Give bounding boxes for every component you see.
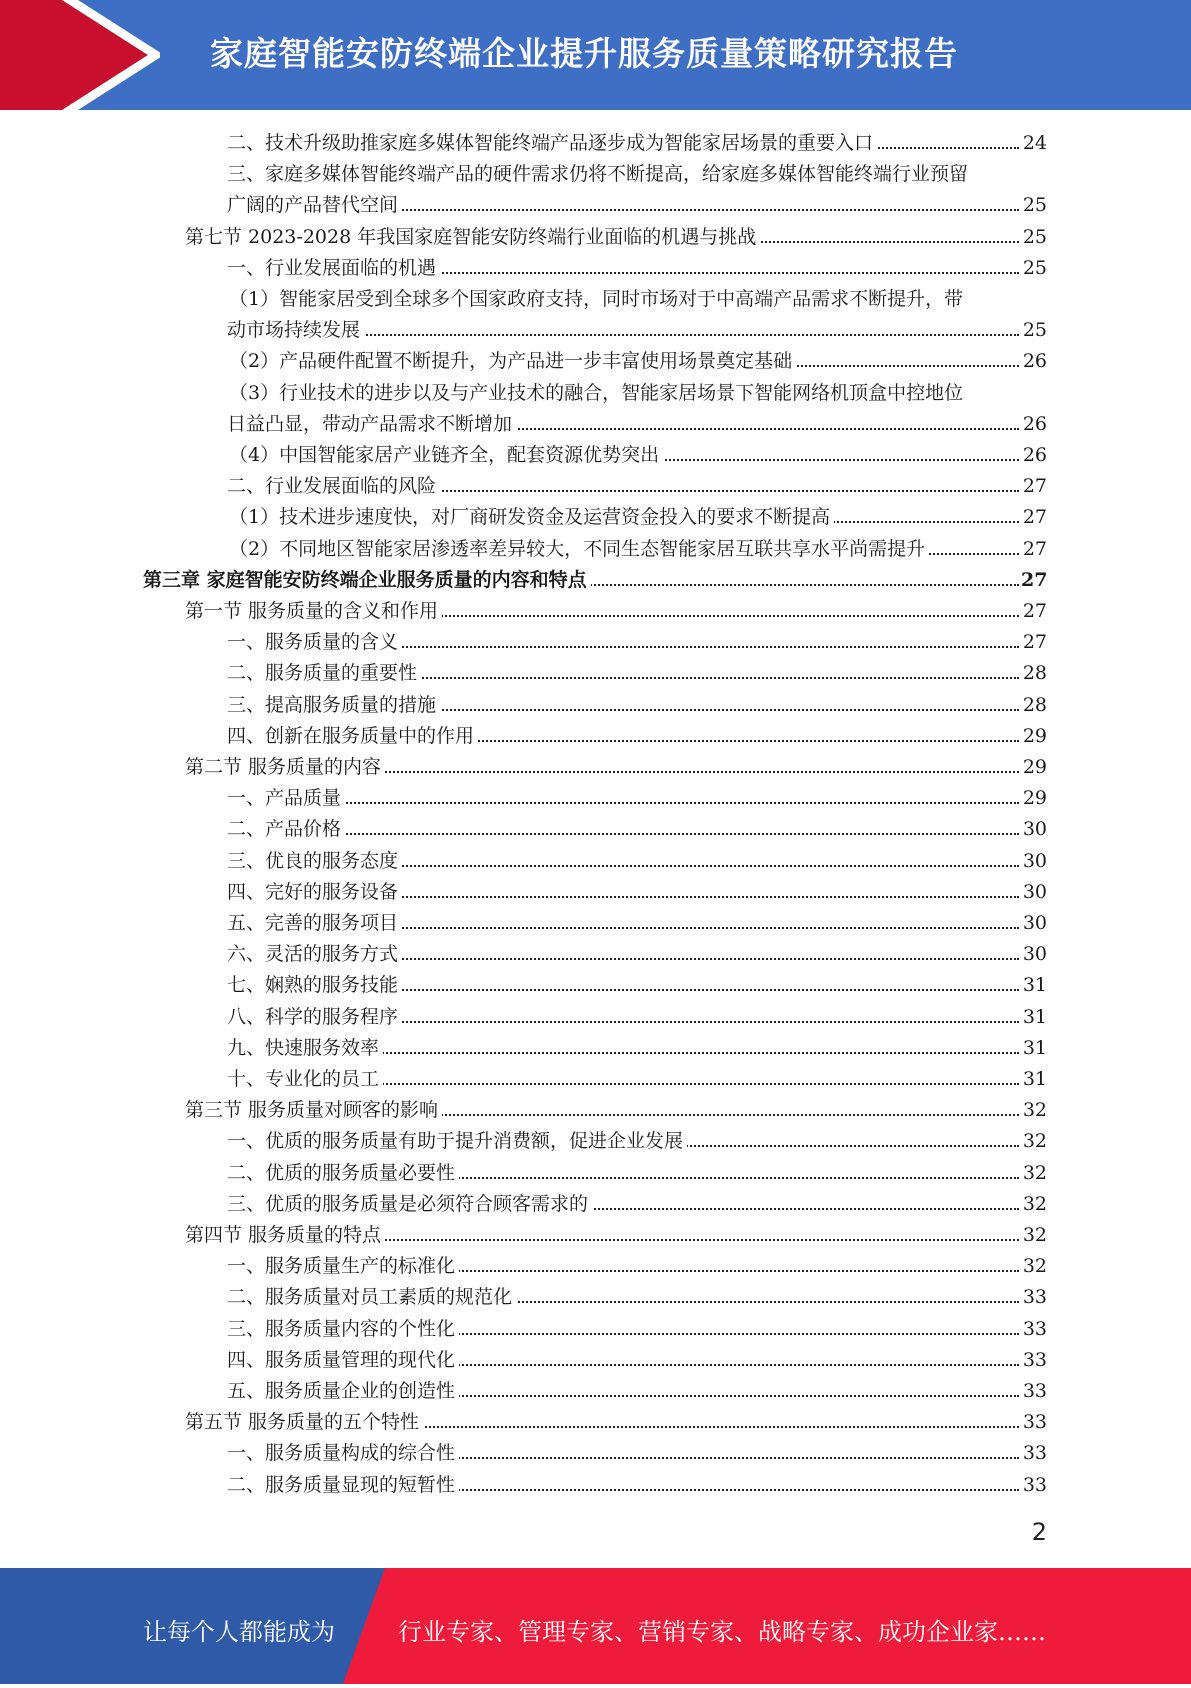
toc-entry-page: 32 bbox=[1021, 1158, 1047, 1189]
toc-entry-title: 第五节 服务质量的五个特性 bbox=[185, 1407, 423, 1438]
toc-entry[interactable] bbox=[229, 502, 1047, 533]
toc-entry-title: 一、服务质量的含义 bbox=[227, 627, 402, 658]
toc-entry-page: 25 bbox=[1021, 253, 1047, 284]
toc-entry-title: 一、行业发展面临的机遇 bbox=[227, 253, 440, 284]
toc-entry-page: 27 bbox=[1021, 534, 1047, 565]
toc-entry-title: 二、技术升级助推家庭多媒体智能终端产品逐步成为智能家居场景的重要入口 bbox=[227, 128, 877, 159]
toc-entry-page: 32 bbox=[1021, 1189, 1047, 1220]
toc-entry-title: 二、产品价格 bbox=[227, 814, 345, 845]
toc-entry-page: 25 bbox=[1021, 315, 1047, 346]
toc-entry[interactable] bbox=[227, 190, 1047, 221]
toc-entry[interactable] bbox=[227, 1345, 1047, 1376]
toc-entry-title: 第三章 家庭智能安防终端企业服务质量的内容和特点 bbox=[143, 565, 591, 596]
toc-entry-title: （3）行业技术的进步以及与产业技术的融合，智能家居场景下智能网络机顶盒中控地位 bbox=[229, 378, 967, 409]
toc-entry-title: 四、完好的服务设备 bbox=[227, 877, 402, 908]
toc-entry-title: 四、创新在服务质量中的作用 bbox=[227, 721, 478, 752]
toc-entry-page: 31 bbox=[1021, 1064, 1047, 1095]
toc-entry-page: 33 bbox=[1021, 1314, 1047, 1345]
toc-entry[interactable] bbox=[227, 253, 1047, 284]
toc-entry[interactable] bbox=[227, 1064, 1047, 1095]
toc-entry-title: 第七节 2023-2028 年我国家庭智能安防终端行业面临的机遇与挑战 bbox=[185, 222, 760, 253]
toc-entry-page: 30 bbox=[1021, 846, 1047, 877]
toc-entry-title: 三、优质的服务质量是必须符合顾客需求的 bbox=[227, 1189, 592, 1220]
toc-entry-page: 29 bbox=[1021, 752, 1047, 783]
page-header bbox=[0, 0, 1191, 110]
toc-entry-title: （1）技术进步速度快，对厂商研发资金及运营资金投入的要求不断提高 bbox=[229, 502, 834, 533]
toc-entry[interactable] bbox=[227, 1314, 1047, 1345]
toc-entry[interactable] bbox=[185, 1095, 1047, 1126]
toc-entry-page: 33 bbox=[1021, 1282, 1047, 1313]
toc-entry-title: 一、服务质量构成的综合性 bbox=[227, 1438, 459, 1469]
toc-entry-page: 30 bbox=[1021, 877, 1047, 908]
toc-entry-page: 32 bbox=[1021, 1095, 1047, 1126]
toc-entry[interactable] bbox=[227, 908, 1047, 939]
toc-entry-title: 三、提高服务质量的措施 bbox=[227, 690, 440, 721]
toc-entry[interactable] bbox=[227, 814, 1047, 845]
toc-entry[interactable] bbox=[227, 471, 1047, 502]
toc-entry[interactable] bbox=[185, 1220, 1047, 1251]
toc-entry[interactable] bbox=[185, 752, 1047, 783]
toc-entry[interactable] bbox=[227, 877, 1047, 908]
toc-entry[interactable] bbox=[143, 565, 1047, 596]
page-number: 2 bbox=[1031, 1518, 1047, 1546]
toc-entry[interactable] bbox=[227, 1438, 1047, 1469]
toc-entry-page: 30 bbox=[1021, 814, 1047, 845]
toc-entry[interactable] bbox=[227, 627, 1047, 658]
toc-entry[interactable] bbox=[227, 1002, 1047, 1033]
header-arrow-decoration bbox=[0, 0, 160, 110]
toc-entry[interactable] bbox=[227, 315, 1047, 346]
toc-leader-dots bbox=[227, 802, 1019, 804]
toc-entry-page: 25 bbox=[1021, 222, 1047, 253]
toc-entry-page: 31 bbox=[1021, 1033, 1047, 1064]
toc-entry-page: 26 bbox=[1021, 440, 1047, 471]
toc-entry-title: 十、专业化的员工 bbox=[227, 1064, 383, 1095]
toc-entry-title: 二、服务质量的重要性 bbox=[227, 658, 421, 689]
report-title: 家庭智能安防终端企业提升服务质量策略研究报告 bbox=[210, 34, 958, 73]
toc-entry[interactable] bbox=[227, 690, 1047, 721]
toc-entry-title: 二、行业发展面临的风险 bbox=[227, 471, 440, 502]
toc-entry-title: 第二节 服务质量的内容 bbox=[185, 752, 385, 783]
toc-entry[interactable] bbox=[227, 721, 1047, 752]
toc-entry[interactable] bbox=[227, 846, 1047, 877]
footer-tagline: 行业专家、管理专家、营销专家、战略专家、成功企业家…… bbox=[398, 1618, 1046, 1646]
toc-entry-title: 九、快速服务效率 bbox=[227, 1033, 383, 1064]
toc-entry-page: 30 bbox=[1021, 908, 1047, 939]
toc-entry[interactable] bbox=[227, 970, 1047, 1001]
toc-entry[interactable] bbox=[227, 128, 1047, 159]
toc-entry-title: 三、优良的服务态度 bbox=[227, 846, 402, 877]
toc-entry-page: 27 bbox=[1021, 471, 1047, 502]
toc-entry-title: （1）智能家居受到全球多个国家政府支持，同时市场对于中高端产品需求不断提升，带 bbox=[229, 284, 967, 315]
toc-entry[interactable] bbox=[229, 440, 1047, 471]
toc-entry-title: 广阔的产品替代空间 bbox=[227, 190, 402, 221]
toc-entry[interactable] bbox=[229, 346, 1047, 377]
toc-entry[interactable] bbox=[227, 1126, 1047, 1157]
toc-entry-title: 七、娴熟的服务技能 bbox=[227, 970, 402, 1001]
toc-entry-page: 27 bbox=[1021, 502, 1047, 533]
toc-entry-page: 27 bbox=[1021, 565, 1047, 596]
toc-entry-title: 四、服务质量管理的现代化 bbox=[227, 1345, 459, 1376]
toc-entry[interactable] bbox=[227, 409, 1047, 440]
toc-entry[interactable] bbox=[227, 1376, 1047, 1407]
toc-entry[interactable] bbox=[227, 1251, 1047, 1282]
toc-entry-page: 27 bbox=[1021, 596, 1047, 627]
toc-entry-title: 六、灵活的服务方式 bbox=[227, 939, 402, 970]
toc-entry-title: 第四节 服务质量的特点 bbox=[185, 1220, 385, 1251]
toc-entry-page: 31 bbox=[1021, 970, 1047, 1001]
toc-entry-title: 二、服务质量对员工素质的规范化 bbox=[227, 1282, 516, 1313]
toc-entry[interactable] bbox=[185, 1407, 1047, 1438]
toc-entry-title: 一、优质的服务质量有助于提升消费额，促进企业发展 bbox=[227, 1126, 687, 1157]
toc-entry[interactable] bbox=[185, 222, 1047, 253]
toc-entry-title: 动市场持续发展 bbox=[227, 315, 364, 346]
toc-entry-page: 28 bbox=[1021, 690, 1047, 721]
toc-entry[interactable] bbox=[227, 1189, 1047, 1220]
toc-entry-page: 32 bbox=[1021, 1126, 1047, 1157]
toc-entry-title: 五、服务质量企业的创造性 bbox=[227, 1376, 459, 1407]
toc-entry-title: 三、家庭多媒体智能终端产品的硬件需求仍将不断提高，给家庭多媒体智能终端行业预留 bbox=[227, 159, 972, 190]
toc-entry-title: 二、优质的服务质量必要性 bbox=[227, 1158, 459, 1189]
toc-leader-dots bbox=[227, 833, 1019, 835]
toc-entry-title: 五、完善的服务项目 bbox=[227, 908, 402, 939]
toc-entry-page: 33 bbox=[1021, 1438, 1047, 1469]
toc-entry-page: 28 bbox=[1021, 658, 1047, 689]
toc-entry[interactable] bbox=[229, 378, 1047, 409]
toc-entry-page: 29 bbox=[1021, 721, 1047, 752]
toc-entry[interactable] bbox=[227, 1282, 1047, 1313]
toc-entry-title: 一、服务质量生产的标准化 bbox=[227, 1251, 459, 1282]
toc-entry-title: 第三节 服务质量对顾客的影响 bbox=[185, 1095, 442, 1126]
toc-entry[interactable] bbox=[229, 534, 1047, 565]
toc-entry[interactable] bbox=[227, 658, 1047, 689]
toc-entry-title: 二、服务质量显现的短暂性 bbox=[227, 1470, 459, 1501]
toc-entry-page: 31 bbox=[1021, 1002, 1047, 1033]
toc-entry-page: 26 bbox=[1021, 346, 1047, 377]
toc-entry-page: 33 bbox=[1021, 1345, 1047, 1376]
toc-entry-page: 33 bbox=[1021, 1470, 1047, 1501]
toc-entry-title: （2）产品硬件配置不断提升，为产品进一步丰富使用场景奠定基础 bbox=[229, 346, 796, 377]
footer-slogan: 让每个人都能成为 bbox=[143, 1618, 335, 1646]
toc-entry-page: 32 bbox=[1021, 1251, 1047, 1282]
toc-entry-page: 25 bbox=[1021, 190, 1047, 221]
toc-entry-page: 32 bbox=[1021, 1220, 1047, 1251]
toc-entry-title: （4）中国智能家居产业链齐全，配套资源优势突出 bbox=[229, 440, 663, 471]
toc-entry-title: 三、服务质量内容的个性化 bbox=[227, 1314, 459, 1345]
toc-entry[interactable] bbox=[227, 1158, 1047, 1189]
toc-entry-title: 第一节 服务质量的含义和作用 bbox=[185, 596, 442, 627]
toc-entry-title: 日益凸显，带动产品需求不断增加 bbox=[227, 409, 516, 440]
toc-entry-page: 27 bbox=[1021, 627, 1047, 658]
toc-entry[interactable] bbox=[227, 1033, 1047, 1064]
toc-entry[interactable] bbox=[227, 783, 1047, 814]
toc-entry-title: 八、科学的服务程序 bbox=[227, 1002, 402, 1033]
toc-entry[interactable] bbox=[227, 939, 1047, 970]
toc-entry-title: （2）不同地区智能家居渗透率差异较大，不同生态智能家居互联共享水平尚需提升 bbox=[229, 534, 929, 565]
toc-entry-page: 30 bbox=[1021, 939, 1047, 970]
toc-entry-page: 24 bbox=[1021, 128, 1047, 159]
toc-entry[interactable] bbox=[227, 1470, 1047, 1501]
toc-entry-page: 33 bbox=[1021, 1407, 1047, 1438]
toc-entry[interactable] bbox=[227, 159, 1047, 190]
toc-entry-page: 29 bbox=[1021, 783, 1047, 814]
toc-entry-title: 一、产品质量 bbox=[227, 783, 345, 814]
toc-entry-page: 33 bbox=[1021, 1376, 1047, 1407]
toc-entry[interactable] bbox=[185, 596, 1047, 627]
toc-entry-page: 26 bbox=[1021, 409, 1047, 440]
toc-entry[interactable] bbox=[229, 284, 1047, 315]
